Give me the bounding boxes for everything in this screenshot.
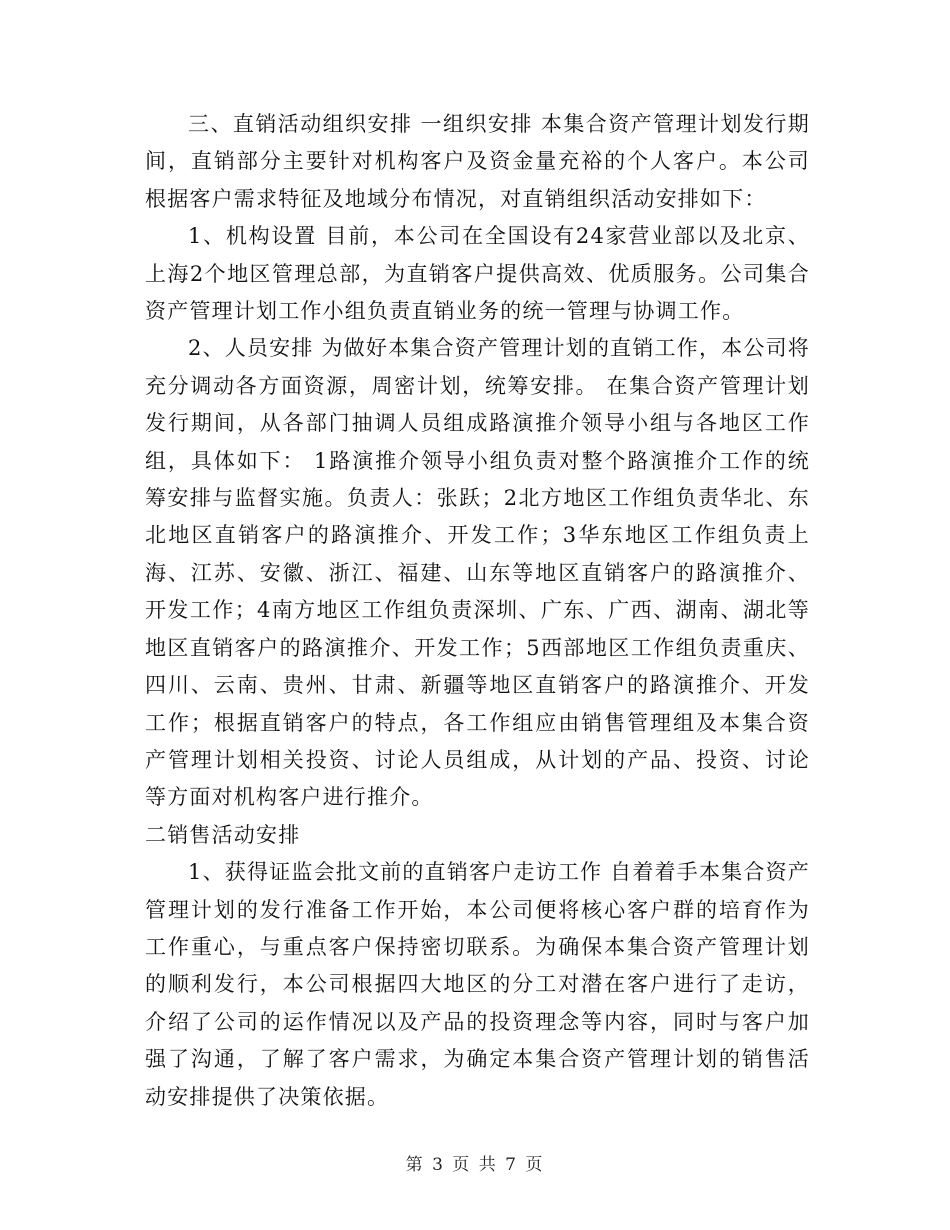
paragraph-staff-arrangement: 2、人员安排 为做好本集合资产管理计划的直销工作，本公司将充分调动各方面资源，周密计划，统筹安排。 在集合资产管理计划发行期间，从各部门抽调人员组成路演推介领导小组与各地区工作组，具体如下： 1路演推介领导小组负责对整个路演推介工作的统筹安排与监督实施。负责人：张跃；2北方地区工作组负责华北、东北地区直销客户的路演推介、开发工作；3华东地区工作组负责上海、江苏、安徽、浙江、福建、山东等地区直销客户的路演推介、开发工作；4南方地区工作组负责深圳、广东、广西、湖南、湖北等地区直销客户的路演推介、开发工作；5西部地区工作组负责重庆、四川、云南、贵州、甘肃、新疆等地区直销客户的路演推介、开发工作；根据直销客户的特点，各工作组应由销售管理组及本集合资产管理计划相关投资、讨论人员组成，从计划的产品、投资、讨论等方面对机构客户进行推介。 (145, 336, 810, 810)
page-number-footer: 第 3 页 共 7 页 (405, 1155, 545, 1175)
paragraph-section-three: 三、直销活动组织安排 一组织安排 本集合资产管理计划发行期间，直销部分主要针对机构客户及资金量充裕的个人客户。本公司根据客户需求特征及地域分布情况，对直销组织活动安排如下： (145, 112, 810, 211)
paragraph-organization-setup: 1、机构设置 目前，本公司在全国设有24家营业部以及北京、上海2个地区管理总部，为直销客户提供高效、优质服务。公司集合资产管理计划工作小组负责直销业务的统一管理与协调工作。 (145, 224, 810, 324)
subheading-sales-activities: 二销售活动安排 (145, 822, 301, 847)
paragraph-client-visits: 1、获得证监会批文前的直销客户走访工作 自着着手本集合资产管理计划的发行准备工作开始，本公司便将核心客户群的培育作为工作重心，与重点客户保持密切联系。为确保本集合资产管理计划的顺利发行，本公司根据四大地区的分工对潜在客户进行了走访，介绍了公司的运作情况以及产品的投资理念等内容，同时与客户加强了沟通，了解了客户需求，为确定本集合资产管理计划的销售活动安排提供了决策依据。 (145, 860, 810, 1109)
document-body (145, 106, 810, 1116)
